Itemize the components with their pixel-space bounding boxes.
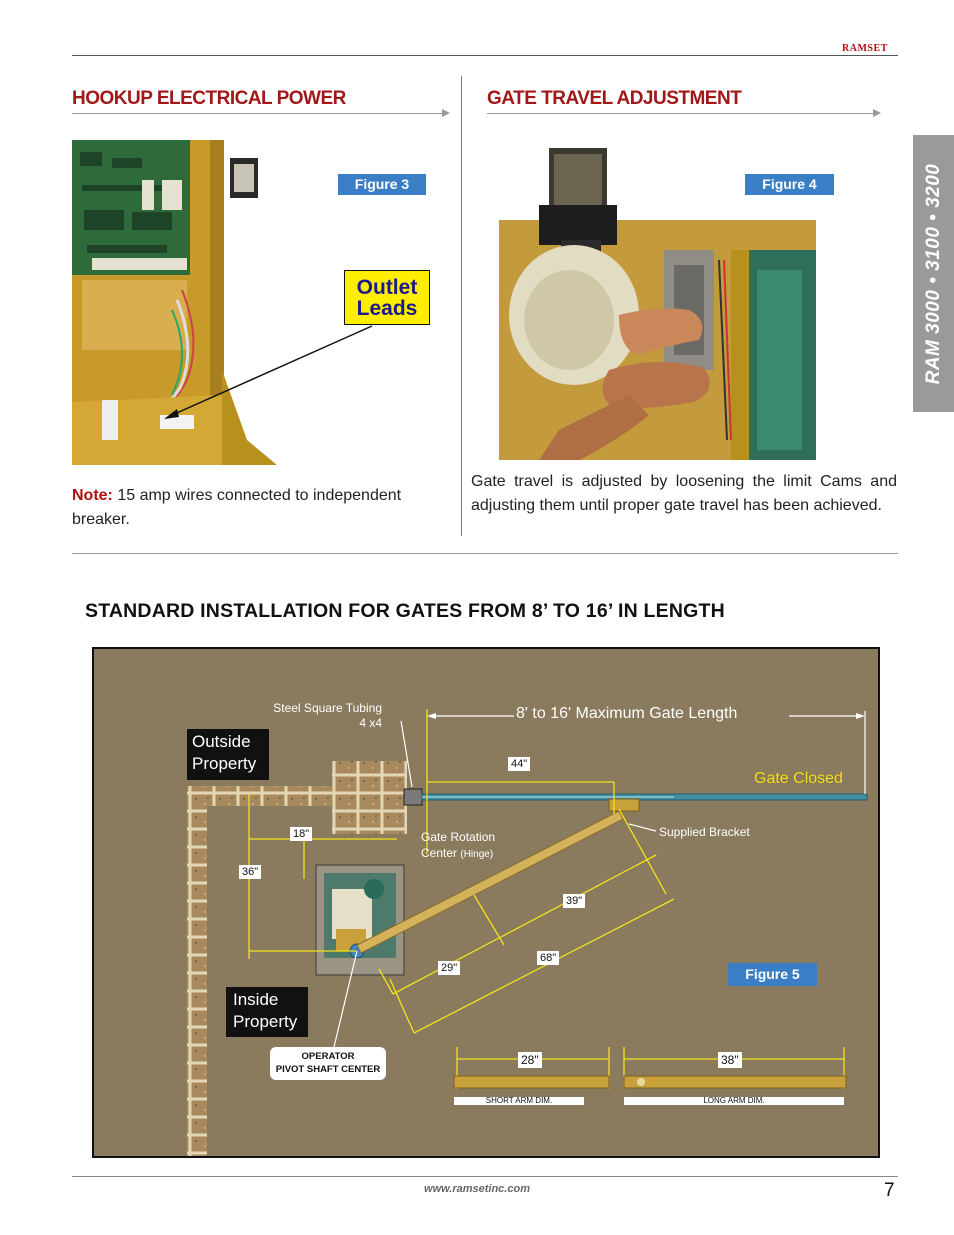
dimension-18: 18" (290, 827, 312, 841)
dimension-68: 68" (537, 951, 559, 965)
section-title-gate-travel: GATE TRAVEL ADJUSTMENT (487, 88, 742, 109)
installation-title: STANDARD INSTALLATION FOR GATES FROM 8’ TO 16’ IN LENGTH (85, 600, 725, 622)
outside-property-label: Outside Property (187, 729, 269, 780)
header-rule (72, 55, 898, 56)
column-divider (461, 76, 462, 536)
operator-pivot-label: OPERATOR PIVOT SHAFT CENTER (270, 1047, 386, 1080)
gate-rotation-label: Gate Rotation Center (Hinge) (421, 830, 496, 860)
section-underline (487, 113, 873, 114)
dimension-38: 38" (718, 1052, 742, 1068)
section-arrow-icon (873, 109, 881, 117)
section-underline (72, 113, 442, 114)
gate-closed-label: Gate Closed (754, 770, 843, 787)
steel-tubing-label: Steel Square Tubing 4 x4 (273, 701, 382, 730)
electrical-note (72, 484, 452, 532)
page-number: 7 (884, 1180, 895, 1201)
side-tab-text: RAM 3000 • 3100 • 3200 (922, 163, 944, 384)
section-arrow-icon (442, 109, 450, 117)
figure-4-label: Figure 4 (745, 174, 834, 195)
dimension-28: 28" (518, 1052, 542, 1068)
section-title-hookup: HOOKUP ELECTRICAL POWER (72, 88, 346, 109)
brand-logo: RAMSET (842, 43, 888, 54)
dimension-36: 36" (239, 865, 261, 879)
supplied-bracket-label: Supplied Bracket (659, 825, 750, 839)
max-gate-length-label: 8' to 16' Maximum Gate Length (516, 705, 738, 722)
footer-url: www.ramsetinc.com (424, 1183, 530, 1195)
figure-3-label: Figure 3 (338, 174, 426, 195)
side-tab (913, 135, 954, 412)
note-label: Note: (72, 487, 113, 504)
footer-rule (72, 1176, 898, 1177)
long-arm-label: LONG ARM DIM. (703, 1096, 765, 1105)
outlet-leads-text: Outlet Leads (356, 276, 418, 320)
inside-property-label: Inside Property (226, 987, 308, 1037)
gate-travel-paragraph: Gate travel is adjusted by loosening the limit Cams and adjusting them until proper gate travel has been achieved. (471, 473, 897, 514)
outlet-leads-callout (344, 270, 430, 325)
note-text: 15 amp wires connected to independent breaker. (72, 487, 402, 528)
installation-diagram (92, 647, 880, 1158)
section-rule (72, 553, 898, 554)
dimension-39: 39" (563, 894, 585, 908)
dimension-29: 29" (438, 961, 460, 975)
figure-5-label: Figure 5 (728, 963, 817, 986)
callout-arrow-icon (150, 320, 380, 430)
short-arm-label: SHORT ARM DIM. (485, 1096, 553, 1105)
dimension-44: 44" (508, 757, 530, 771)
